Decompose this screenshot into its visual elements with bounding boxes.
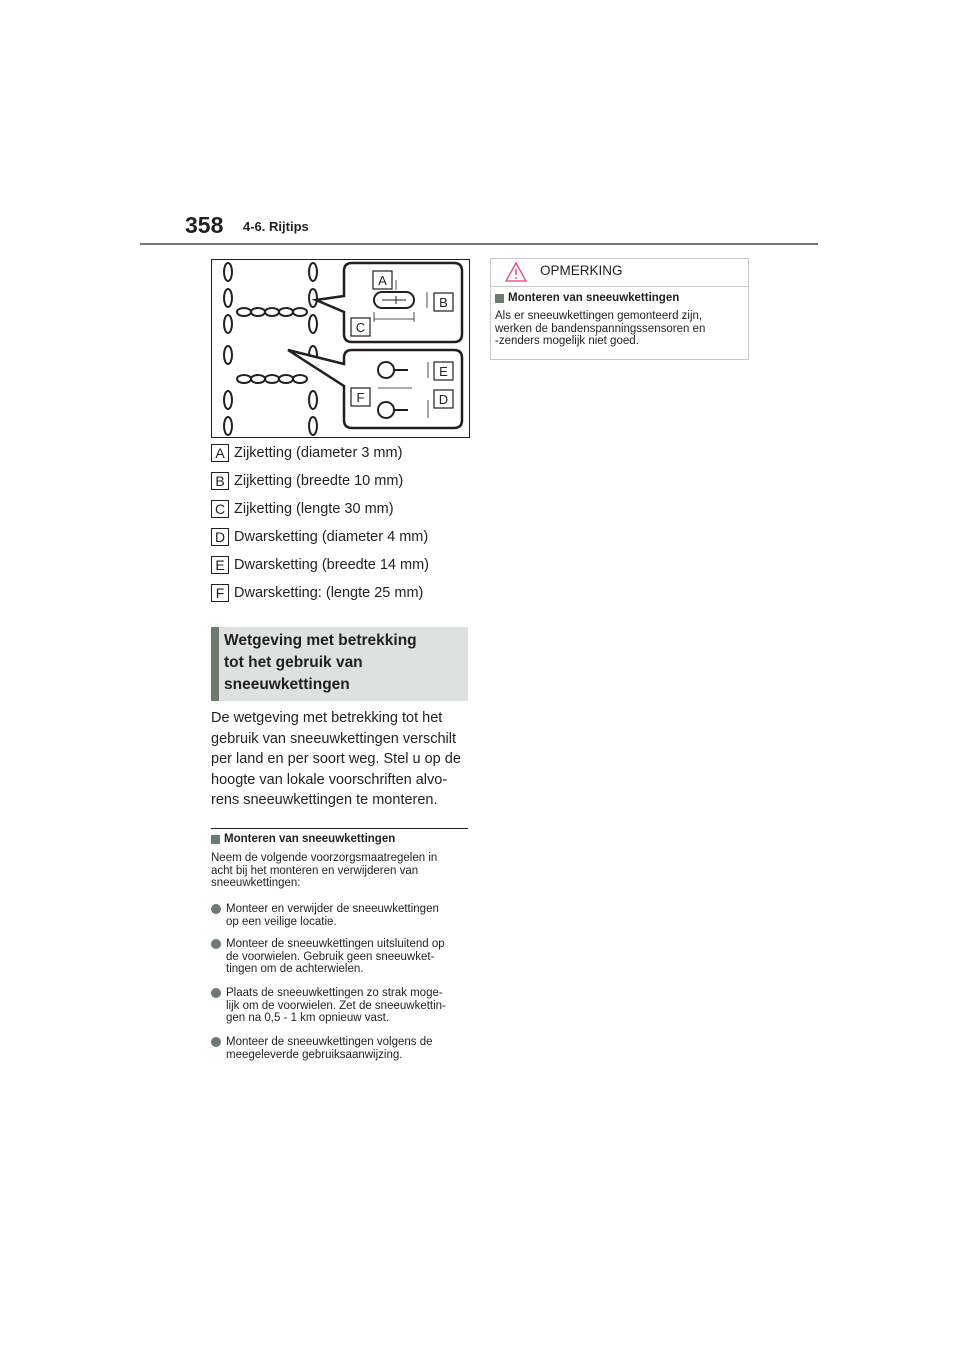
legend-item — [211, 470, 403, 492]
legend-text: Zijketting (lengte 30 mm) — [234, 501, 394, 517]
section-title: 4-6. Rijtips — [243, 219, 309, 234]
body-line: rens sneeuwkettingen te monteren. — [211, 792, 438, 808]
legend-item — [211, 526, 428, 548]
bullet-line: Monteer en verwijder de sneeuwkettingen — [226, 903, 439, 915]
bullet-item — [211, 987, 471, 1025]
section-heading-bar — [211, 627, 219, 701]
legend-badge: E — [211, 556, 229, 574]
body-line: per land en per soort weg. Stel u op de — [211, 751, 461, 767]
vertical-chain-right — [309, 263, 317, 435]
callout-label: F — [356, 390, 365, 405]
section-heading — [224, 630, 464, 696]
body-line: De wetgeving met betrekking tot het — [211, 710, 443, 726]
legend-text: Dwarsketting: (lengte 25 mm) — [234, 585, 424, 601]
bullet-line: lijk om de voorwielen. Zet de sneeuwkettin- — [226, 999, 446, 1012]
bullet-line: Monteer de sneeuwkettingen uitsluitend op — [226, 938, 445, 950]
legend-badge: D — [211, 528, 229, 546]
horizontal-chain-top — [237, 308, 307, 316]
body-paragraph — [211, 708, 471, 811]
section-heading-line: sneeuwkettingen — [224, 676, 350, 693]
bullet-line: Plaats de sneeuwkettingen zo strak moge- — [226, 987, 443, 999]
callout-label: D — [438, 392, 449, 407]
callout-label: A — [378, 273, 387, 288]
legend-item — [211, 554, 429, 576]
subsection-title-text: Monteren van sneeuwkettingen — [224, 833, 396, 845]
legend-badge: B — [211, 472, 229, 490]
legend-badge: A — [211, 444, 229, 462]
intro-line: acht bij het monteren en verwijderen van — [211, 864, 419, 877]
bullet-dot-icon — [211, 904, 221, 914]
section-heading-line: Wetgeving met betrekking — [224, 632, 417, 649]
legend-item — [211, 582, 423, 604]
bullet-line: meegeleverde gebruiksaanwijzing. — [226, 1048, 403, 1061]
notice-subtitle — [495, 292, 679, 304]
legend-text: Dwarsketting (breedte 14 mm) — [234, 557, 430, 573]
bullet-line: Monteer de sneeuwkettingen volgens de — [226, 1036, 433, 1048]
square-bullet-icon — [211, 835, 220, 844]
legend-item — [211, 442, 402, 464]
subsection-rule — [211, 828, 468, 829]
notice-subtitle-text: Monteren van sneeuwkettingen — [508, 292, 680, 304]
snow-chain-illustration — [212, 260, 469, 437]
subsection-title — [211, 833, 395, 845]
bullet-line: tingen om de achterwielen. — [226, 963, 364, 975]
bullet-item — [211, 938, 471, 976]
page-number: 358 — [185, 212, 224, 238]
bullet-dot-icon — [211, 1037, 221, 1047]
subsection-intro — [211, 852, 471, 890]
vertical-chain-left — [224, 263, 232, 435]
legend-text: Dwarsketting (diameter 4 mm) — [234, 529, 429, 545]
intro-line: Neem de volgende voorzorgsmaatregelen in — [211, 852, 438, 864]
legend-item — [211, 498, 394, 520]
snow-chain-figure — [211, 259, 470, 438]
callout-label: B — [439, 295, 448, 310]
bullet-item — [211, 903, 471, 928]
notice-line: -zenders mogelijk niet goed. — [495, 335, 639, 347]
bullet-line: gen na 0,5 - 1 km opnieuw vast. — [226, 1012, 390, 1024]
legend-text: Zijketting (diameter 3 mm) — [234, 445, 403, 461]
square-bullet-icon — [495, 294, 504, 303]
warning-triangle-icon — [505, 262, 527, 282]
legend-text: Zijketting (breedte 10 mm) — [234, 473, 404, 489]
callout-label: C — [355, 320, 366, 335]
callout-label: E — [439, 364, 448, 379]
intro-line: sneeuwkettingen: — [211, 877, 301, 889]
notice-title: OPMERKING — [540, 263, 623, 278]
bullet-dot-icon — [211, 988, 221, 998]
header-rule — [140, 243, 818, 245]
notice-line: Als er sneeuwkettingen gemonteerd zijn, — [495, 310, 703, 322]
bullet-item — [211, 1036, 471, 1061]
body-line: gebruik van sneeuwkettingen verschilt — [211, 730, 457, 747]
horizontal-chain-bottom — [237, 375, 307, 383]
bullet-line: de voorwielen. Gebruik geen sneeuwket- — [226, 950, 435, 963]
legend-badge: C — [211, 500, 229, 518]
section-heading-line: tot het gebruik van — [224, 654, 363, 671]
notice-line: werken de bandenspanningssensoren en — [495, 322, 706, 335]
bullet-line: op een veilige locatie. — [226, 915, 337, 928]
legend-badge: F — [211, 584, 229, 602]
body-line: hoogte van lokale voorschriften alvo- — [211, 771, 448, 788]
bullet-dot-icon — [211, 939, 221, 949]
notice-text — [495, 310, 745, 348]
